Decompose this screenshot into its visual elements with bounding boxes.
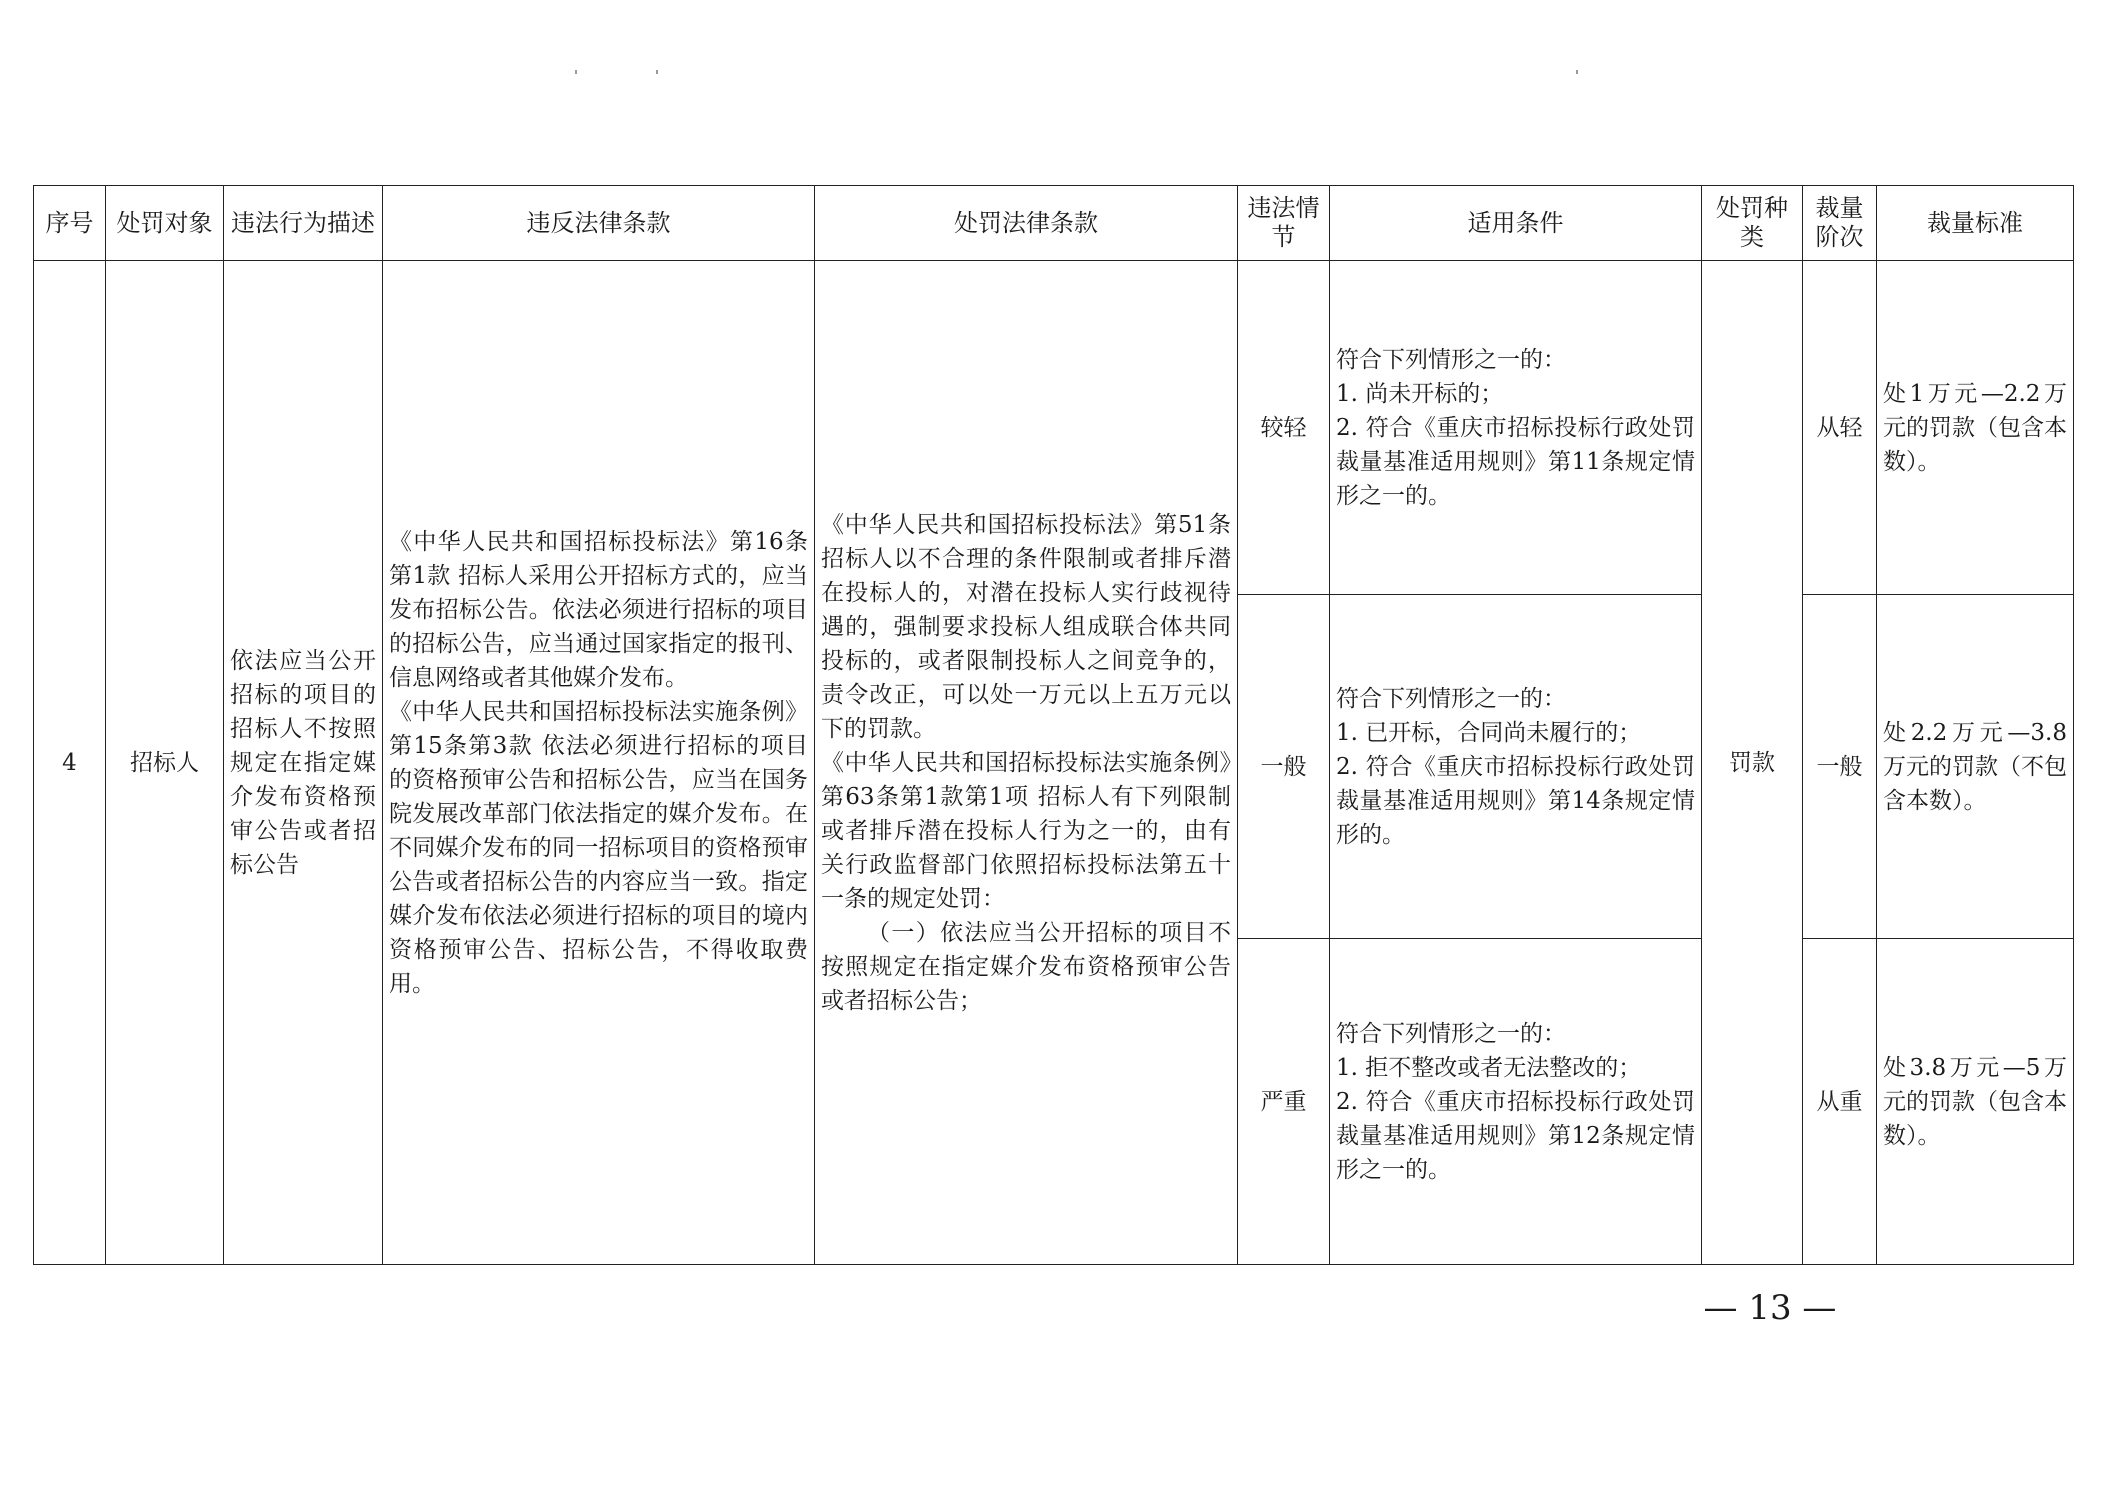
penalty-type-cell: 罚款 (1702, 261, 1803, 1265)
condition-line: 2. 符合《重庆市招标投标行政处罚裁量基准适用规则》第14条规定情形的。 (1336, 753, 1695, 848)
header-penalty-type: 处罚种类 (1702, 186, 1803, 261)
condition-line: 2. 符合《重庆市招标投标行政处罚裁量基准适用规则》第11条规定情形之一的。 (1336, 414, 1695, 509)
circumstance-cell: 较轻 (1238, 261, 1330, 595)
condition-cell (1330, 939, 1702, 1265)
scan-mark (1576, 70, 1578, 74)
target-cell: 招标人 (106, 261, 224, 1265)
penalty-law-paragraph: 《中华人民共和国招标投标法实施条例》第63条第1款第1项 招标人有下列限制或者排斥潜在投标人行为之一的，由有关行政监督部门依照招标投标法第五十一条的规定处罚： (821, 749, 1231, 912)
condition-line: 符合下列情形之一的： (1336, 1020, 1566, 1047)
condition-line: 1. 已开标，合同尚未履行的； (1336, 719, 1642, 746)
header-penalty-law: 处罚法律条款 (815, 186, 1238, 261)
circumstance-cell: 一般 (1238, 595, 1330, 939)
header-level: 裁量阶次 (1803, 186, 1877, 261)
condition-line: 1. 拒不整改或者无法整改的； (1336, 1054, 1642, 1081)
condition-line: 2. 符合《重庆市招标投标行政处罚裁量基准适用规则》第12条规定情形之一的。 (1336, 1088, 1695, 1183)
condition-line: 符合下列情形之一的： (1336, 685, 1566, 712)
header-behavior: 违法行为描述 (224, 186, 383, 261)
seq-cell: 4 (34, 261, 106, 1265)
condition-cell (1330, 261, 1702, 595)
scan-mark (575, 70, 577, 74)
header-target: 处罚对象 (106, 186, 224, 261)
level-cell: 一般 (1803, 595, 1877, 939)
violated-law-paragraph: 《中华人民共和国招标投标法实施条例》第15条第3款 依法必须进行招标的项目的资格预审公告和招标公告，应当在国务院发展改革部门依法指定的媒介发布。在不同媒介发布的同一招标项目的资格预审公告或者招标公告的内容应当一致。指定媒介发布依法必须进行招标的项目的境内资格预审公告、招标公告，不得收取费用。 (389, 698, 808, 997)
table-row (34, 261, 2074, 595)
condition-cell (1330, 595, 1702, 939)
penalty-law-paragraph: 《中华人民共和国招标投标法》第51条 招标人以不合理的条件限制或者排斥潜在投标人的，对潜在投标人实行歧视待遇的，强制要求投标人组成联合体共同投标的，或者限制投标人之间竞争的，责令改正，可以处一万元以上五万元以下的罚款。 (821, 511, 1231, 742)
condition-line: 1. 尚未开标的； (1336, 380, 1504, 407)
violated-law-cell (383, 261, 815, 1265)
page-number: — 13 — (1703, 1288, 1837, 1328)
standard-cell: 处2.2万元—3.8万元的罚款（不包含本数）。 (1877, 595, 2074, 939)
header-violated-law: 违反法律条款 (383, 186, 815, 261)
level-cell: 从轻 (1803, 261, 1877, 595)
level-cell: 从重 (1803, 939, 1877, 1265)
header-circumstance: 违法情节 (1238, 186, 1330, 261)
table-header-row (34, 186, 2074, 261)
penalty-law-cell (815, 261, 1238, 1265)
header-seq: 序号 (34, 186, 106, 261)
header-standard: 裁量标准 (1877, 186, 2074, 261)
header-condition: 适用条件 (1330, 186, 1702, 261)
penalty-discretion-table (33, 185, 2074, 1265)
behavior-cell: 依法应当公开招标的项目的招标人不按照规定在指定媒介发布资格预审公告或者招标公告 (224, 261, 383, 1265)
violated-law-paragraph: 《中华人民共和国招标投标法》第16条第1款 招标人采用公开招标方式的，应当发布招标公告。依法必须进行招标的项目的招标公告，应当通过国家指定的报刊、信息网络或者其他媒介发布。 (389, 528, 808, 691)
standard-cell: 处3.8万元—5万元的罚款（包含本数）。 (1877, 939, 2074, 1265)
penalty-law-item: （一）依法应当公开招标的项目不按照规定在指定媒介发布资格预审公告或者招标公告； (821, 919, 1231, 1014)
scan-mark (656, 70, 658, 74)
circumstance-cell: 严重 (1238, 939, 1330, 1265)
standard-cell: 处1万元—2.2万元的罚款（包含本数）。 (1877, 261, 2074, 595)
condition-line: 符合下列情形之一的： (1336, 346, 1566, 373)
